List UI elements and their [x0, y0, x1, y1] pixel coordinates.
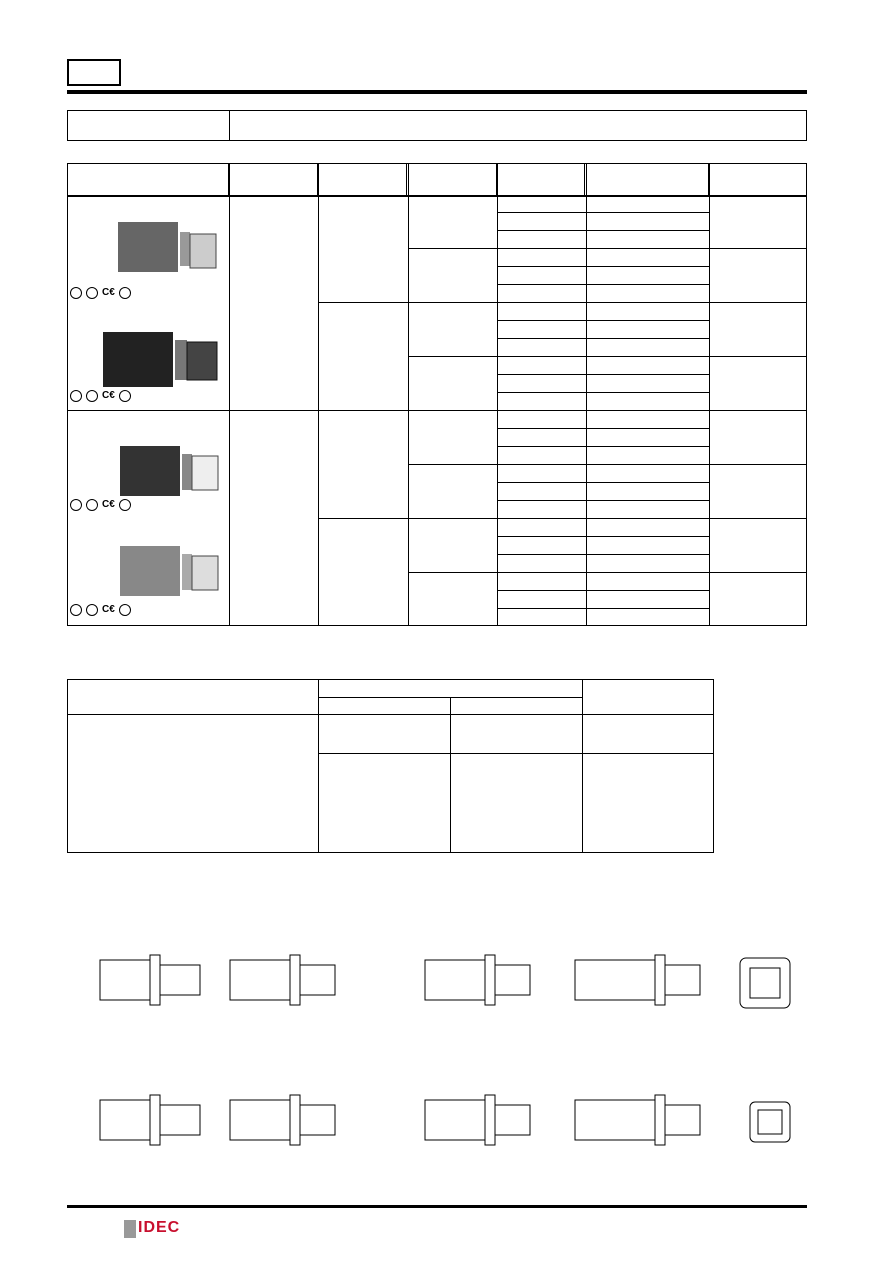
ce-mark-icon: C€ [102, 287, 115, 298]
csa-mark-icon [86, 604, 98, 616]
title-box [67, 110, 807, 141]
footer-logo-mark [124, 1220, 136, 1238]
cert-marks-3 [70, 499, 131, 511]
cert-marks-1 [70, 287, 131, 299]
ccc-mark-icon [119, 390, 131, 402]
ul-mark-icon [70, 604, 82, 616]
ul-mark-icon [70, 390, 82, 402]
dimension-drawings [60, 940, 820, 1170]
header-tab-box [67, 59, 121, 86]
cert-marks-2 [70, 390, 131, 402]
spec-table [67, 163, 807, 197]
csa-mark-icon [86, 390, 98, 402]
ul-mark-icon [70, 499, 82, 511]
product-photo-1 [110, 212, 220, 282]
second-table [67, 679, 714, 853]
footer-rule [67, 1205, 807, 1208]
ccc-mark-icon [119, 499, 131, 511]
csa-mark-icon [86, 499, 98, 511]
csa-mark-icon [86, 287, 98, 299]
ce-mark-icon: C€ [102, 604, 115, 615]
header-rule [67, 90, 807, 94]
ccc-mark-icon [119, 287, 131, 299]
ce-mark-icon: C€ [102, 390, 115, 401]
footer-logo: IDEC [138, 1219, 181, 1236]
ul-mark-icon [70, 287, 82, 299]
product-photo-3 [110, 440, 220, 505]
cert-marks-4 [70, 604, 131, 616]
title-box-divider [229, 110, 230, 141]
ccc-mark-icon [119, 604, 131, 616]
ce-mark-icon: C€ [102, 499, 115, 510]
spec-table-header [68, 164, 807, 197]
